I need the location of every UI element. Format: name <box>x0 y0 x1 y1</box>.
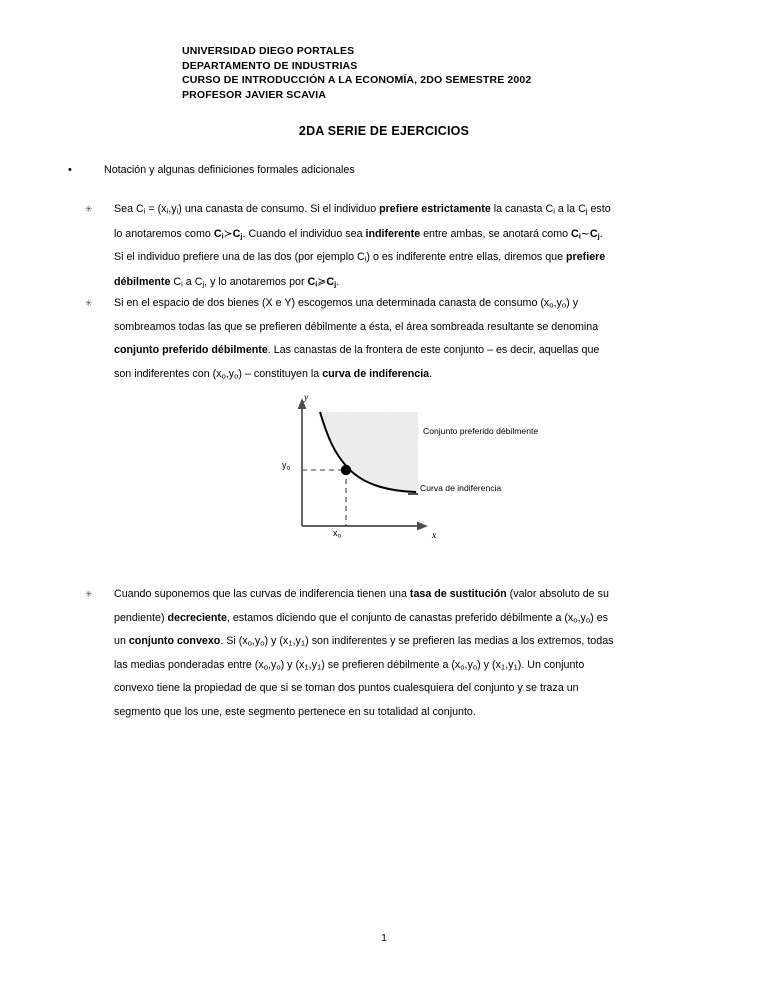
indifference-symbol: ~ <box>580 226 590 240</box>
emphasis-decreciente: decreciente <box>167 611 227 624</box>
y-axis-label: y <box>304 392 309 403</box>
strict-preference-symbol: ≻ <box>223 226 233 240</box>
bundle-point-x0y0 <box>341 465 351 475</box>
subscript: j <box>240 231 243 241</box>
subscript: j <box>585 206 588 216</box>
subscript: i <box>176 206 179 216</box>
figure-svg <box>268 390 628 550</box>
list-item-conjunto-convexo <box>85 583 715 725</box>
subscript: o <box>260 638 265 648</box>
bullet-marker: ✳ <box>85 204 93 214</box>
line: sombreamos todas las que se prefieren débilmente a ésta, el área sombreada resultante se denomina <box>114 320 599 333</box>
emphasis-prefiere: prefiere <box>566 251 606 264</box>
list-item-definicion-preferencias <box>85 198 715 294</box>
letterhead-line-department: DEPARTAMENTO DE INDUSTRIAS <box>182 59 358 72</box>
figure-label-preferred-set: Conjunto preferido débilmente <box>423 426 539 436</box>
line: lo anotaremos como $C_i≻C_j$. Cuando el individuo sea indiferente entre ambas, se anotará como $C_i\sim C_j$. <box>114 226 603 241</box>
y0-tick-label: $y_o$ <box>282 460 291 472</box>
x-axis-label: x <box>432 530 437 541</box>
line: convexo tiene la propiedad de que si se toman dos puntos cualesquiera del conjunto y se traza un <box>114 682 579 695</box>
subscript: i <box>578 231 581 241</box>
subscript: o <box>337 532 342 540</box>
line: Si en el espacio de dos bienes (X e Y) escogemos una determinada canasta de consumo $(x_o,y_o)$ y <box>114 297 579 310</box>
subscript: i <box>143 206 146 216</box>
line: son indiferentes con $(x_o,y_o)$ – constituyen la curva de indiferencia. <box>114 367 433 381</box>
letterhead-line-course: CURSO DE INTRODUCCIÓN A LA ECONOMÍA, 2DO SEMESTRE 2002 <box>182 74 532 87</box>
letterhead-line-professor: PROFESOR JAVIER SCAVIA <box>182 88 327 101</box>
subscript: o <box>286 464 291 472</box>
line: Cuando suponemos que las curvas de indiferencia tienen una tasa de sustitución (valor absoluto de su <box>114 588 609 600</box>
subscript: i <box>181 279 183 289</box>
line: conjunto preferido débilmente. Las canastas de la frontera de este conjunto – es decir, aquellas que <box>114 344 600 357</box>
subscript: o <box>263 662 268 672</box>
symbol-cj: $C_j$ <box>326 275 337 289</box>
subscript: j <box>334 279 337 289</box>
paragraph-preferencias <box>114 198 715 294</box>
subscript: o <box>276 662 281 672</box>
emphasis-conjunto-preferido-debilmente: conjunto preferido débilmente <box>114 344 268 357</box>
list-item-notacion <box>68 162 718 178</box>
emphasis-tasa-de-sustitucion: tasa de sustitución <box>409 588 507 600</box>
subscript: 1 <box>304 662 309 672</box>
subscript: 1 <box>288 638 293 648</box>
page-number: 1 <box>381 932 387 944</box>
page-title: 2DA SERIE DE EJERCICIOS <box>298 124 470 138</box>
paragraph-conjunto-convexo <box>114 583 715 725</box>
paragraph-conjunto-preferido <box>114 292 715 386</box>
line: Si el individuo prefiere una de las dos (por ejemplo $C_i$) o es indiferente entre ellas, diremos que prefiere <box>114 251 606 264</box>
emphasis-debilmente: débilmente <box>114 275 171 288</box>
subscript: i <box>315 279 318 289</box>
symbol-cj: $C_j$ <box>589 227 600 241</box>
emphasis-prefiere-estrictamente: prefiere estrictamente <box>379 203 491 215</box>
subscript: o <box>573 615 578 625</box>
indifference-curve-figure <box>268 390 628 550</box>
line: débilmente $C_i$ a $C_j$, y lo anotaremos por $C_i≽C_j$. <box>114 274 340 289</box>
subscript: o <box>561 300 567 310</box>
letterhead-line-university: UNIVERSIDAD DIEGO PORTALES <box>182 45 355 57</box>
subscript: 1 <box>500 662 506 672</box>
line: las medias ponderadas entre $(x_o,y_o)$ y $(x_1,y_1)$ se prefieren débilmente a $(x_o,y_o)$ y $(x_1,y_1)$. Un conjunto <box>114 658 585 672</box>
subscript: o <box>221 371 226 381</box>
x0-tick-label: $x_o$ <box>333 528 342 540</box>
line: pendiente) decreciente, estamos diciendo que el conjunto de canastas preferido débilmente a $(x_o,y_o)$ es <box>114 611 608 625</box>
line: un conjunto convexo. Si $(x_o,y_o)$ y $(x_1,y_1)$ son indiferentes y se prefieren las medias a los extremos, todas <box>114 635 614 648</box>
weak-preference-symbol: ≽ <box>317 274 327 288</box>
bullet-marker: ✳ <box>85 298 93 308</box>
subscript: o <box>234 371 239 381</box>
symbol-cj: $C_j$ <box>232 227 243 241</box>
subscript: o <box>472 662 478 672</box>
letterhead <box>182 44 531 102</box>
symbol-ci: $C_i$ <box>307 275 318 289</box>
emphasis-curva-de-indiferencia: curva de indiferencia <box>322 367 430 380</box>
figure-label-indifference-curve: Curva de indiferencia <box>420 483 502 493</box>
subscript: i <box>221 231 224 241</box>
subscript: j <box>597 231 600 241</box>
emphasis-conjunto-convexo: conjunto convexo <box>128 635 221 648</box>
x-axis-arrow-icon <box>417 522 428 531</box>
subscript: o <box>460 662 465 672</box>
subscript: 1 <box>513 662 518 672</box>
subscript: i <box>553 206 555 216</box>
symbol-ci: $C_i$ <box>213 227 224 241</box>
subscript: i <box>364 254 367 264</box>
subscript: 1 <box>316 662 322 672</box>
list-item-conjunto-preferido <box>85 292 715 386</box>
subscript: o <box>549 300 554 310</box>
subscript: j <box>202 279 205 289</box>
list-item-label: Notación y algunas definiciones formales adicionales <box>104 164 355 176</box>
emphasis-indiferente: indiferente <box>365 227 421 240</box>
subscript: o <box>585 615 591 625</box>
line: Sea $C_i = (x_i,y_i)$ una canasta de consumo. Si el individuo prefiere estrictamente la canasta $C_i$ a la $C_j$ esto <box>114 203 611 216</box>
bullet-marker: • <box>68 164 72 176</box>
subscript: 1 <box>300 638 306 648</box>
subscript: o <box>247 638 252 648</box>
symbol-ci: $C_i$ <box>571 227 581 241</box>
bullet-marker: ✳ <box>85 589 93 599</box>
line: segmento que los une, este segmento pertenece en su totalidad al conjunto. <box>114 705 476 718</box>
subscript: i <box>166 206 169 216</box>
